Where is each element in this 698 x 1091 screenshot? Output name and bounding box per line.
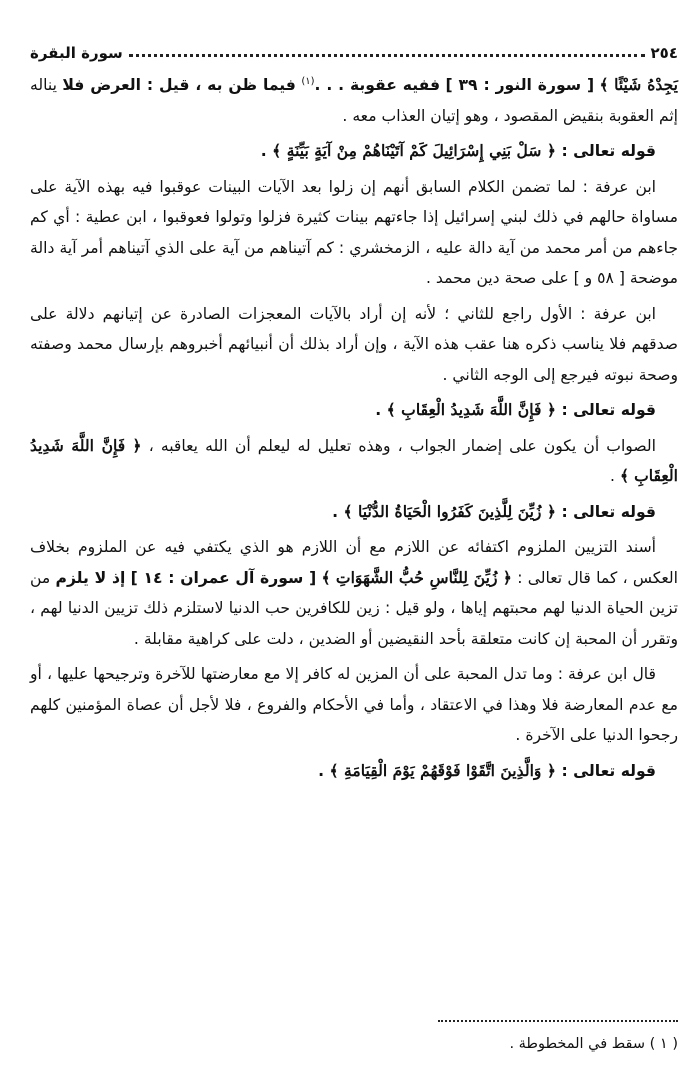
- end-dot: .: [610, 467, 615, 485]
- ornate-bracket-close: ﴾: [343, 501, 353, 521]
- running-header: [30, 34, 678, 62]
- verse-lead: قوله تعالى :: [561, 401, 656, 419]
- paragraph-4: [30, 299, 678, 391]
- quran-verse: زُيِّنَ لِلَّذِينَ كَفَرُوا الْحَيَاةُ الدُّنْيَا: [358, 501, 542, 521]
- quran-verse-fragment: يَجِدْهُ شَيْئًا: [614, 75, 678, 94]
- verse-lead: قوله تعالى :: [561, 142, 656, 160]
- footnote-marker[interactable]: (١): [301, 75, 315, 87]
- bold-phrase-2: فيما ظن به ، قيل : العرض فلا: [62, 76, 296, 94]
- ornate-bracket-close: ﴾: [272, 141, 282, 160]
- end-dot: .: [318, 761, 325, 780]
- ornate-bracket-close: ﴾: [329, 760, 339, 780]
- quran-verse: وَالَّذِينَ اتَّقَوْا فَوْقَهُمْ يَوْمَ الْقِيَامَةِ: [344, 760, 542, 780]
- ornate-bracket-close: ﴾: [321, 567, 331, 587]
- quran-verse: فَإِنَّ اللَّهَ شَدِيدُ الْعِقَابِ: [401, 400, 542, 419]
- verse-heading-4: [30, 756, 678, 787]
- paragraph-6: [30, 431, 678, 492]
- paragraph-3: [30, 172, 678, 294]
- page: [30, 34, 678, 1074]
- paragraph-8: [30, 532, 678, 654]
- footnote-text: سقط في المخطوطة .: [509, 1036, 646, 1052]
- bold-phrase: إذ لا يلزم: [55, 568, 126, 587]
- paragraph-text: ابن عرفة : الأول راجع للثاني ؛ لأنه إن أراد بالآيات المعجزات الصادرة عن إتيانهم دلالة على صدقهم فلا يناسب ذكره هنا عقب هذه الآية ، وإن أراد بذلك أن أنبيائهم أخبروهم بإرسال محمد وصفته وصحة نبوته فيرجع إلى الوجه الثاني .: [30, 304, 678, 384]
- quran-verse: زُيِّنَ لِلنَّاسِ حُبُّ الشَّهَوَاتِ: [335, 567, 498, 587]
- paragraph-text: ابن عرفة : لما تضمن الكلام السابق أنهم إن زلوا بعد الآيات البينات عوقبوا فيه بهذه الآية على مساواة حالهم في ذلك لبني إسرائيل إذا جاءتهم بينات كثيرة فزلوا وتولوا فعوقبوا ، ابن عطية : أي كم جاءهم من أمر محمد من آية دالة عليه ، الزمخشري : كم آتيناهم من آية على الذي آتيناهم أمر آية دالة موضحة [ ٥٨ و ] على صحة دين محمد .: [30, 177, 678, 287]
- ornate-bracket-open: ﴿: [546, 760, 557, 780]
- verse-lead: قوله تعالى :: [561, 761, 656, 780]
- quran-verse: فَإِنَّ اللَّهَ شَدِيدُ الْعِقَابِ: [30, 435, 678, 485]
- ornate-bracket-close: ﴾: [619, 466, 630, 485]
- paragraph-text: يناله إثم العقوبة بنقيض المقصود ، وهو إتيان العذاب معه .: [30, 76, 678, 125]
- quran-verse: سَلْ بَنِي إِسْرَائِيلَ كَمْ آتَيْنَاهُمْ مِنْ آيَةٍ بَيِّنَةٍ: [286, 141, 542, 160]
- end-dot: .: [260, 142, 267, 160]
- bold-phrase: ففيه عقوبة . . .: [314, 76, 441, 94]
- paragraph-text-2: من تزين الحياة الدنيا لهم محبتهم إياها ، ولو قيل : زين للكافرين حب الدنيا لاستلزم ذلك تزيين الدنيا لهم ، وتقرر أن المحبة إن كانت متعلقة بأحد النقيضين أو الضدين ، دلت على كراهية مقابلة .: [30, 568, 678, 648]
- surah-title: سورة البقرة: [30, 44, 123, 62]
- verse-heading-2: [30, 395, 678, 426]
- header-dotted-leader: [129, 54, 645, 57]
- footnote-number: ( ١ ): [649, 1036, 678, 1052]
- paragraph-text: أسند التزيين الملزوم اكتفائه عن اللازم مع أن اللازم هو الذي يكتفي فيه عن الملزوم بخلاف العكس ، كما قال تعالى :: [30, 538, 679, 587]
- verse-reference: [ سورة النور : ٣٩ ]: [445, 76, 595, 94]
- page-body: [30, 70, 678, 786]
- footnote: [509, 1036, 678, 1052]
- ornate-bracket-open: ﴿: [502, 567, 512, 587]
- page-number: ٢٥٤: [650, 44, 678, 62]
- ornate-bracket-close: ﴾: [386, 400, 396, 419]
- ornate-bracket-close: ﴾: [599, 75, 609, 94]
- paragraph-9: [30, 659, 678, 751]
- paragraph-1: [30, 70, 678, 131]
- paragraph-text: الصواب أن يكون على إضمار الجواب ، وهذه تعليل له ليعلم أن الله يعاقبه ،: [148, 436, 656, 455]
- footnote-divider: [438, 1020, 678, 1022]
- ornate-bracket-open: ﴿: [546, 400, 557, 419]
- ornate-bracket-open: ﴿: [132, 435, 142, 455]
- verse-reference: [ سورة آل عمران : ١٤ ]: [130, 568, 317, 587]
- verse-heading-3: [30, 497, 678, 528]
- end-dot: .: [375, 401, 382, 419]
- ornate-bracket-open: ﴿: [546, 501, 557, 521]
- paragraph-text: قال ابن عرفة : وما تدل المحبة على أن المزين له كافر إلا مع معارضتها للآخرة وترجيحها عليها ، أو مع عدم المعارضة فلا وهذا في الاعتقاد ، وأما في الأحكام والفروع ، فلا لأجل أن عصاة المؤمنين كلهم رجحوا الدنيا على الآخرة .: [30, 665, 678, 744]
- end-dot: .: [332, 502, 339, 521]
- verse-lead: قوله تعالى :: [561, 502, 656, 521]
- ornate-bracket-open: ﴿: [546, 141, 557, 160]
- verse-heading-1: [30, 136, 678, 167]
